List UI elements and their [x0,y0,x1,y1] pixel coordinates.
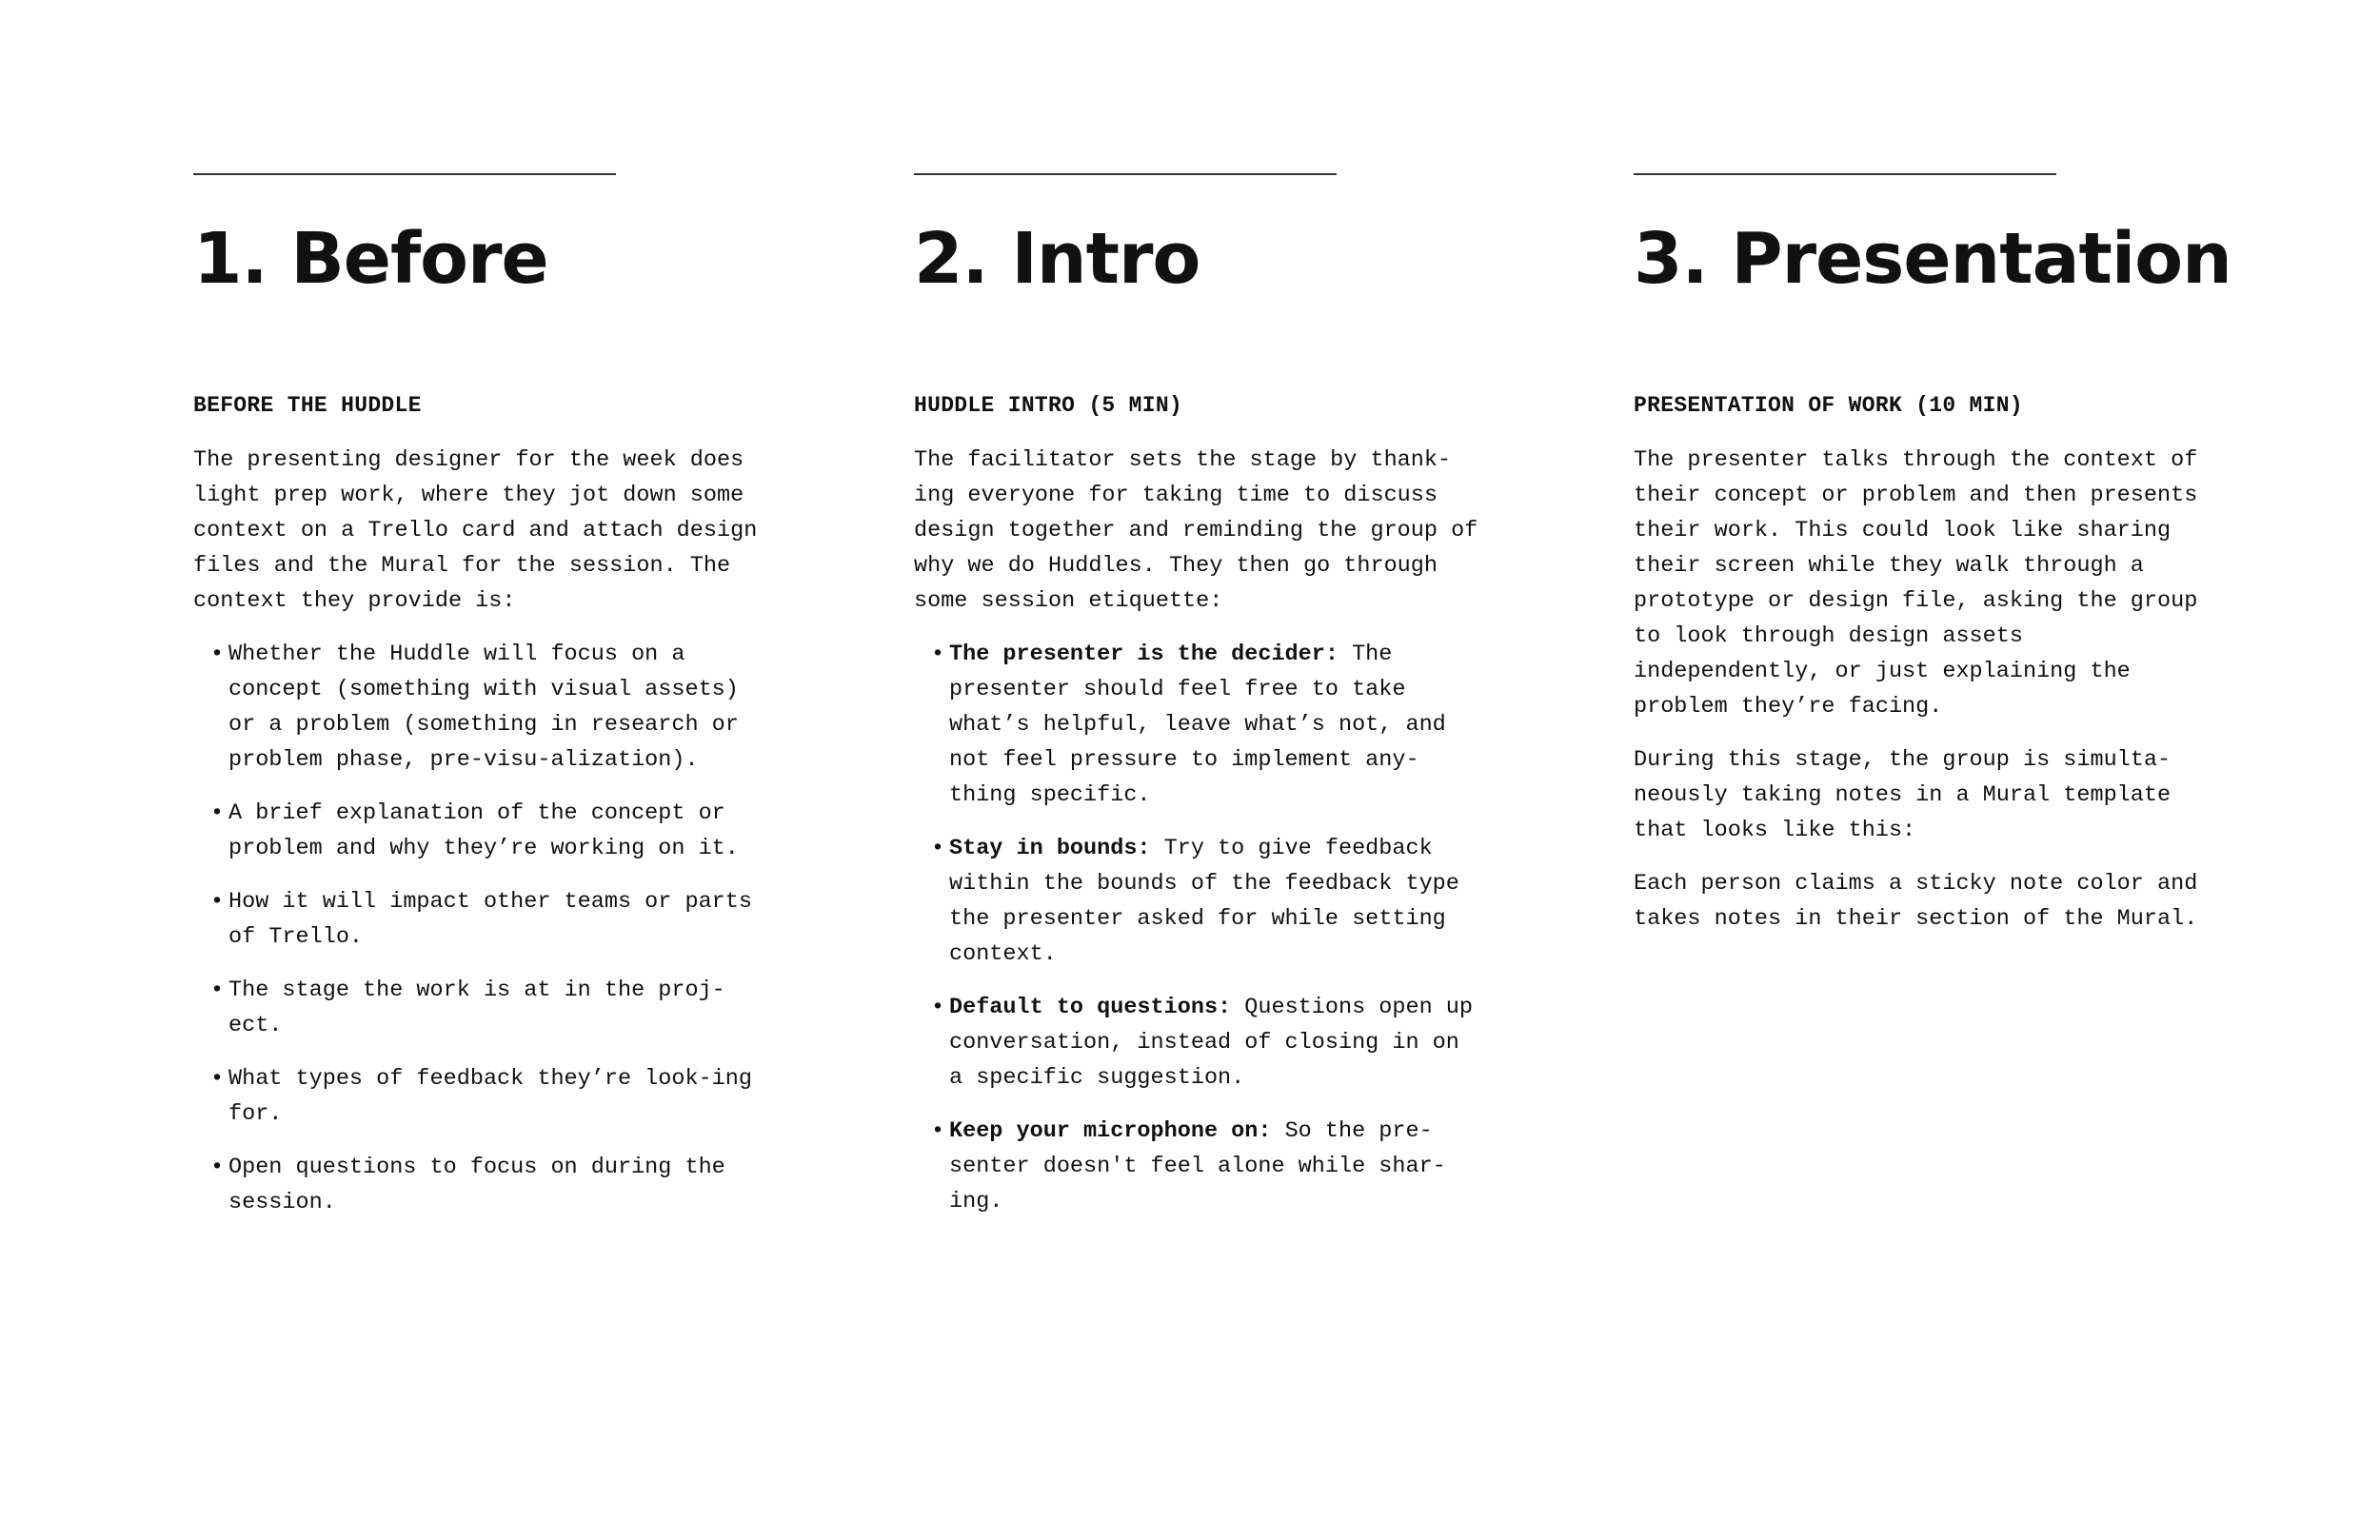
etiquette-list [914,637,1485,1219]
list-item [914,831,1485,972]
list-item-lead: The presenter is the decider: [949,642,1339,667]
bullet-icon: • [210,642,225,667]
list-item [193,973,764,1043]
list-item [193,884,764,955]
list-item [193,1150,764,1220]
section-heading: 2. Intro [914,218,1200,300]
section-subheading: PRESENTATION OF WORK (10 MIN) [1634,393,2023,418]
bullet-icon: • [931,995,945,1020]
list-item-text: How it will impact other teams or parts of Trello. [228,889,752,950]
section-heading: 3. Presentation [1634,218,2231,300]
bullet-icon: • [931,1118,945,1144]
list-item [193,637,764,778]
list-item [914,990,1485,1096]
column-presentation [1634,173,2243,937]
divider [1634,173,2056,175]
bullet-icon: • [210,1155,225,1180]
intro-paragraph: The presenting designer for the week does light prep work, where they jot down some context on a Trello card and attach design files and the Mural for the session. The context they provide is: [193,447,758,614]
list-item-lead: Stay in bounds: [949,836,1151,861]
list-item-text: What types of feedback they’re look-ing for. [228,1066,752,1127]
list-item-text: Open questions to focus on during the session. [228,1155,725,1215]
body-paragraph: During this stage, the group is simulta-neously taking notes in a Mural template that looks like this: [1634,747,2172,843]
column-before [193,173,803,1238]
bullet-icon: • [210,1066,225,1092]
section-subheading: BEFORE THE HUDDLE [193,393,422,418]
divider [193,173,616,175]
list-item [914,637,1485,813]
column-intro [914,173,1523,1237]
list-item-text: The stage the work is at in the proj-ect. [228,977,725,1038]
list-item-text: So the pre-senter doesn't feel alone while shar-ing. [949,1118,1446,1214]
list-item-text: The presenter should feel free to take what’s helpful, leave what’s not, and not feel pressure to implement any-thing specific. [949,642,1446,808]
list-item-text: Questions open up conversation, instead of closing in on a specific suggestion. [949,995,1473,1091]
divider [914,173,1337,175]
bullet-icon: • [931,836,945,861]
section-subheading: HUDDLE INTRO (5 MIN) [914,393,1183,418]
bullet-list [193,637,764,1220]
list-item-text: Try to give feedback within the bounds of the feedback type the presenter asked for while setting context. [949,836,1459,967]
section-heading: 1. Before [193,218,548,300]
list-item-text: Whether the Huddle will focus on a concept (something with visual assets) or a problem (something in research or problem phase, pre-visu-alization). [228,642,739,773]
bullet-icon: • [210,889,225,915]
list-item-text: A brief explanation of the concept or problem and why they’re working on it. [228,800,739,861]
list-item [193,1061,764,1132]
list-item-lead: Default to questions: [949,995,1232,1020]
body-paragraph: Each person claims a sticky note color and takes notes in their section of the Mural. [1634,871,2198,932]
list-item-lead: Keep your microphone on: [949,1118,1272,1144]
body-paragraph: The presenter talks through the context of their concept or problem and then presents their work. This could look like sharing their screen while they walk through a prototype or design file, asking the group to look through design assets independently, or just explaining the problem they’re facing. [1634,447,2198,720]
bullet-icon: • [210,977,225,1003]
intro-paragraph: The facilitator sets the stage by thank-ing everyone for taking time to discuss design together and reminding the group of why we do Huddles. They then go through some session etiquette: [914,447,1478,614]
list-item [193,796,764,866]
list-item [914,1114,1485,1219]
bullet-icon: • [210,800,225,826]
bullet-icon: • [931,642,945,667]
